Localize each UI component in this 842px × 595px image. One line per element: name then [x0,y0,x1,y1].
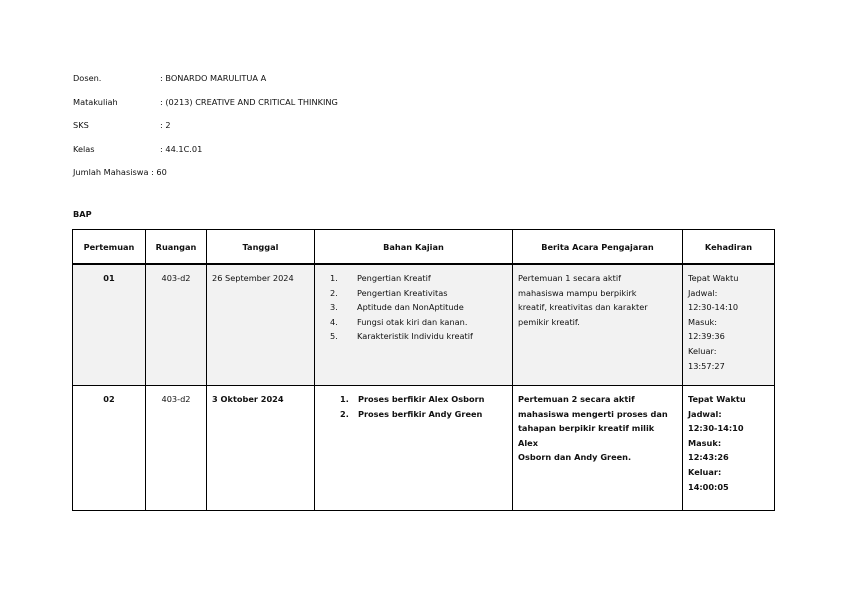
kehadiran-line: Keluar: [688,466,722,477]
jumlah-row [73,167,338,191]
list-number: 5. [330,331,338,342]
header-ruangan: Ruangan [146,230,207,265]
berita-line: Pertemuan 1 secara aktif [518,273,622,283]
list-number: 1. [330,273,338,283]
list-text: Proses berfikir Andy Green [358,408,483,419]
jumlah-text: Jumlah Mahasiswa : 60 [73,167,167,177]
bahan-list [320,271,507,344]
cell-ruangan: 403-d2 [146,386,207,511]
table-header-row [73,230,775,265]
list-text: Karakteristik Individu kreatif [357,331,473,342]
cell-bahan-kajian [315,386,513,511]
sks-row [73,120,338,144]
cell-tanggal: 26 September 2024 [207,264,315,386]
list-text: Proses berfikir Alex Osborn [358,394,485,404]
kelas-label: Kelas [73,143,95,154]
kehadiran-status: Tepat Waktu [688,394,746,404]
kehadiran-line: Keluar: [688,345,717,356]
list-text: Aptitude dan NonAptitude [357,302,464,313]
list-number: 3. [330,302,338,313]
list-number: 4. [330,316,338,327]
berita-line: tahapan berpikir kreatif milik Alex [518,423,655,448]
list-text: Pengertian Kreatif [357,273,431,283]
matakuliah-label: Matakuliah [73,96,118,107]
berita-line: pemikir kreatif. [518,316,580,327]
cell-pertemuan: 01 [73,264,146,386]
list-text: Pengertian Kreativitas [357,287,448,298]
cell-ruangan: 403-d2 [146,264,207,386]
kehadiran-line: 12:43:26 [688,452,729,463]
list-item [320,286,507,301]
kehadiran-status: Tepat Waktu [688,273,739,283]
header-kehadiran: Kehadiran [683,230,775,265]
cell-berita-acara [513,386,683,511]
kehadiran-line: Jadwal: [688,287,718,298]
cell-berita-acara [513,264,683,386]
kehadiran-line: 12:30-14:10 [688,423,744,434]
list-number: 1. [340,394,349,404]
kehadiran-line: 12:30-14:10 [688,302,739,313]
dosen-row [73,73,338,97]
cell-pertemuan: 02 [73,386,146,511]
kehadiran-line: Jadwal: [688,408,722,419]
section-title: BAP [73,209,92,219]
course-info [73,73,338,191]
berita-line: Osborn dan Andy Green. [518,452,632,463]
berita-line: mahasiswa mampu berpikirk [518,287,637,298]
berita-line: mahasiswa mengerti proses dan [518,408,668,419]
kehadiran-line: Masuk: [688,316,718,327]
kehadiran-line: 13:57:27 [688,360,725,371]
berita-line: kreatif, kreativitas dan karakter [518,302,648,313]
list-number: 2. [330,287,338,298]
header-bahan-kajian: Bahan Kajian [315,230,513,265]
dosen-value: : BONARDO MARULITUA A [160,73,267,83]
list-item [320,271,507,286]
list-text: Fungsi otak kiri dan kanan. [357,316,468,327]
dosen-label: Dosen. [73,73,102,83]
kehadiran-line: Masuk: [688,437,722,448]
kelas-row [73,144,338,168]
cell-tanggal: 3 Oktober 2024 [207,386,315,511]
matakuliah-value: : (0213) CREATIVE AND CRITICAL THINKING [160,96,338,107]
list-item [320,315,507,330]
list-item [320,329,507,344]
berita-line: Pertemuan 2 secara aktif [518,394,635,404]
header-pertemuan: Pertemuan [73,230,146,265]
matakuliah-row [73,97,338,121]
cell-kehadiran [683,264,775,386]
list-item [320,407,507,422]
cell-kehadiran [683,386,775,511]
bahan-list [320,392,507,421]
kelas-value: : 44.1C.01 [160,143,203,154]
list-item [320,392,507,407]
cell-bahan-kajian [315,264,513,386]
list-item [320,300,507,315]
header-berita-acara: Berita Acara Pengajaran [513,230,683,265]
bap-table [72,229,775,511]
header-tanggal: Tanggal [207,230,315,265]
table-row [73,264,775,386]
kehadiran-line: 14:00:05 [688,481,729,492]
list-number: 2. [340,408,349,419]
kehadiran-line: 12:39:36 [688,331,725,342]
sks-label: SKS [73,120,89,130]
sks-value: : 2 [160,120,171,130]
table-row [73,386,775,511]
